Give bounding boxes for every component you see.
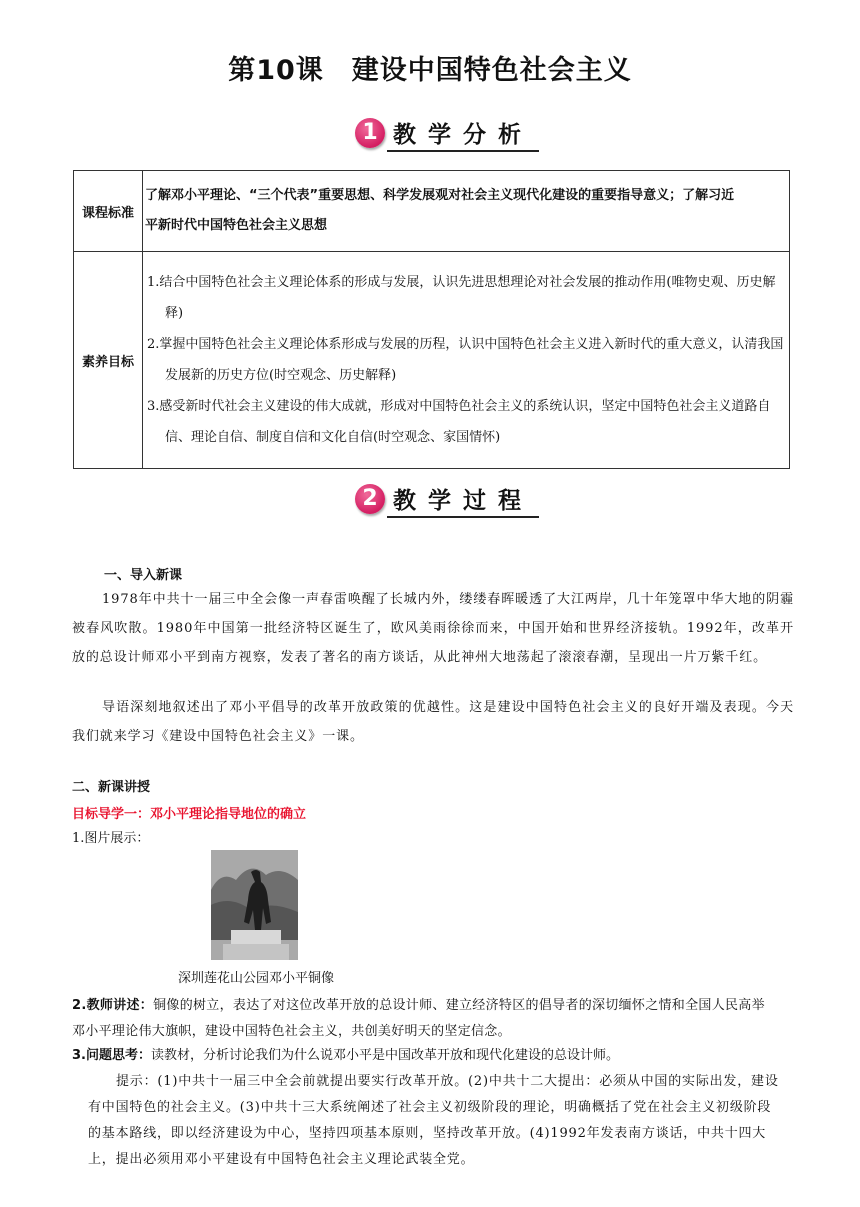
item-label: 3.问题思考： [72,1048,151,1063]
item-label: 2.教师讲述： [72,998,154,1013]
standard-line: 平新时代中国特色社会主义思想 [145,218,328,233]
section-heading-text: 教学过程 [393,488,533,514]
table-row [74,171,790,252]
hint-paragraph: 提示：(1)中共十一届三中全会前就提出要实行改革开放。(2)中共十二大提出：必须从中国的实际出发，建设有中国特色的社会主义。(3)中共十三大系统阐述了社会主义初级阶段的理论，明确概括了党在社会主义初级阶段的基本路线，即以经济建设为中心，坚持四项基本原则，坚持改革开放。(4)1992年发表南方谈话，中共十四大上，提出必须用邓小平建设有中国特色社会主义理论武装全党。 [88,1074,779,1167]
goal-item: 2.掌握中国特色社会主义理论体系形成与发展的历程，认识中国特色社会主义进入新时代的重大意义，认清我国发展新的历史方位(时空观念、历史解释) [147,337,784,383]
statue-photo [211,850,298,960]
intro-paragraph: 导语深刻地叙述出了邓小平倡导的改革开放政策的优越性。这是建设中国特色社会主义的良好开端及表现。今天我们就来学习《建设中国特色社会主义》一课。 [72,700,794,744]
intro-heading: 一、导入新课 [104,568,183,583]
goals-cell [143,252,790,469]
section-underline [387,150,539,152]
goal-item: 3.感受新时代社会主义建设的伟大成就，形成对中国特色社会主义的系统认识，坚定中国特色社会主义道路自信、理论自信、制度自信和文化自信(时空观念、家国情怀) [147,399,771,445]
item-teacher-narration [72,993,772,1045]
intro-paragraph: 1978年中共十一届三中全会像一声春雷唤醒了长城内外，缕缕春晖暖透了大江两岸，几十年笼罩中华大地的阴霾被春风吹散。1980年中国第一批经济特区诞生了，欧风美雨徐徐而来，中国开始和世界经济接轨。1992年，改革开放的总设计师邓小平到南方视察，发表了著名的南方谈话，从此神州大地荡起了滚滚春潮，呈现出一片万紫千红。 [72,592,794,665]
item-question [72,1043,794,1069]
section-number-badge: 2 [355,484,385,514]
section-number-badge: 1 [355,118,385,148]
curriculum-table [73,170,790,469]
section-heading-text: 教学分析 [393,122,533,148]
photo-caption: 深圳莲花山公园邓小平铜像 [178,971,335,986]
item-picture-display: 1.图片展示： [72,831,150,846]
row-label-standard: 课程标准 [74,171,143,252]
new-lesson-heading: 二、新课讲授 [72,780,151,795]
row-label-goals: 素养目标 [74,252,143,469]
item-text: 铜像的树立，表达了对这位改革开放的总设计师、建立经济特区的倡导者的深切缅怀之情和全国人民高举邓小平理论伟大旗帜，建设中国特色社会主义，共创美好明天的坚定信念。 [72,998,765,1039]
page-title: 第10课 建设中国特色社会主义 [228,55,632,86]
section-underline [387,516,539,518]
goal-item: 1.结合中国特色社会主义理论体系的形成与发展，认识先进思想理论对社会发展的推动作用(唯物史观、历史解释) [147,275,776,321]
goal-guide-title: 目标导学一：邓小平理论指导地位的确立 [72,807,307,822]
statue-photo-image [211,850,298,960]
standard-text [143,171,790,252]
table-row [74,252,790,469]
standard-line: 了解邓小平理论、“三个代表”重要思想、科学发展观对社会主义现代化建设的重要指导意义；了解习近 [145,188,735,203]
item-text: 读教材，分析讨论我们为什么说邓小平是中国改革开放和现代化建设的总设计师。 [150,1048,619,1063]
